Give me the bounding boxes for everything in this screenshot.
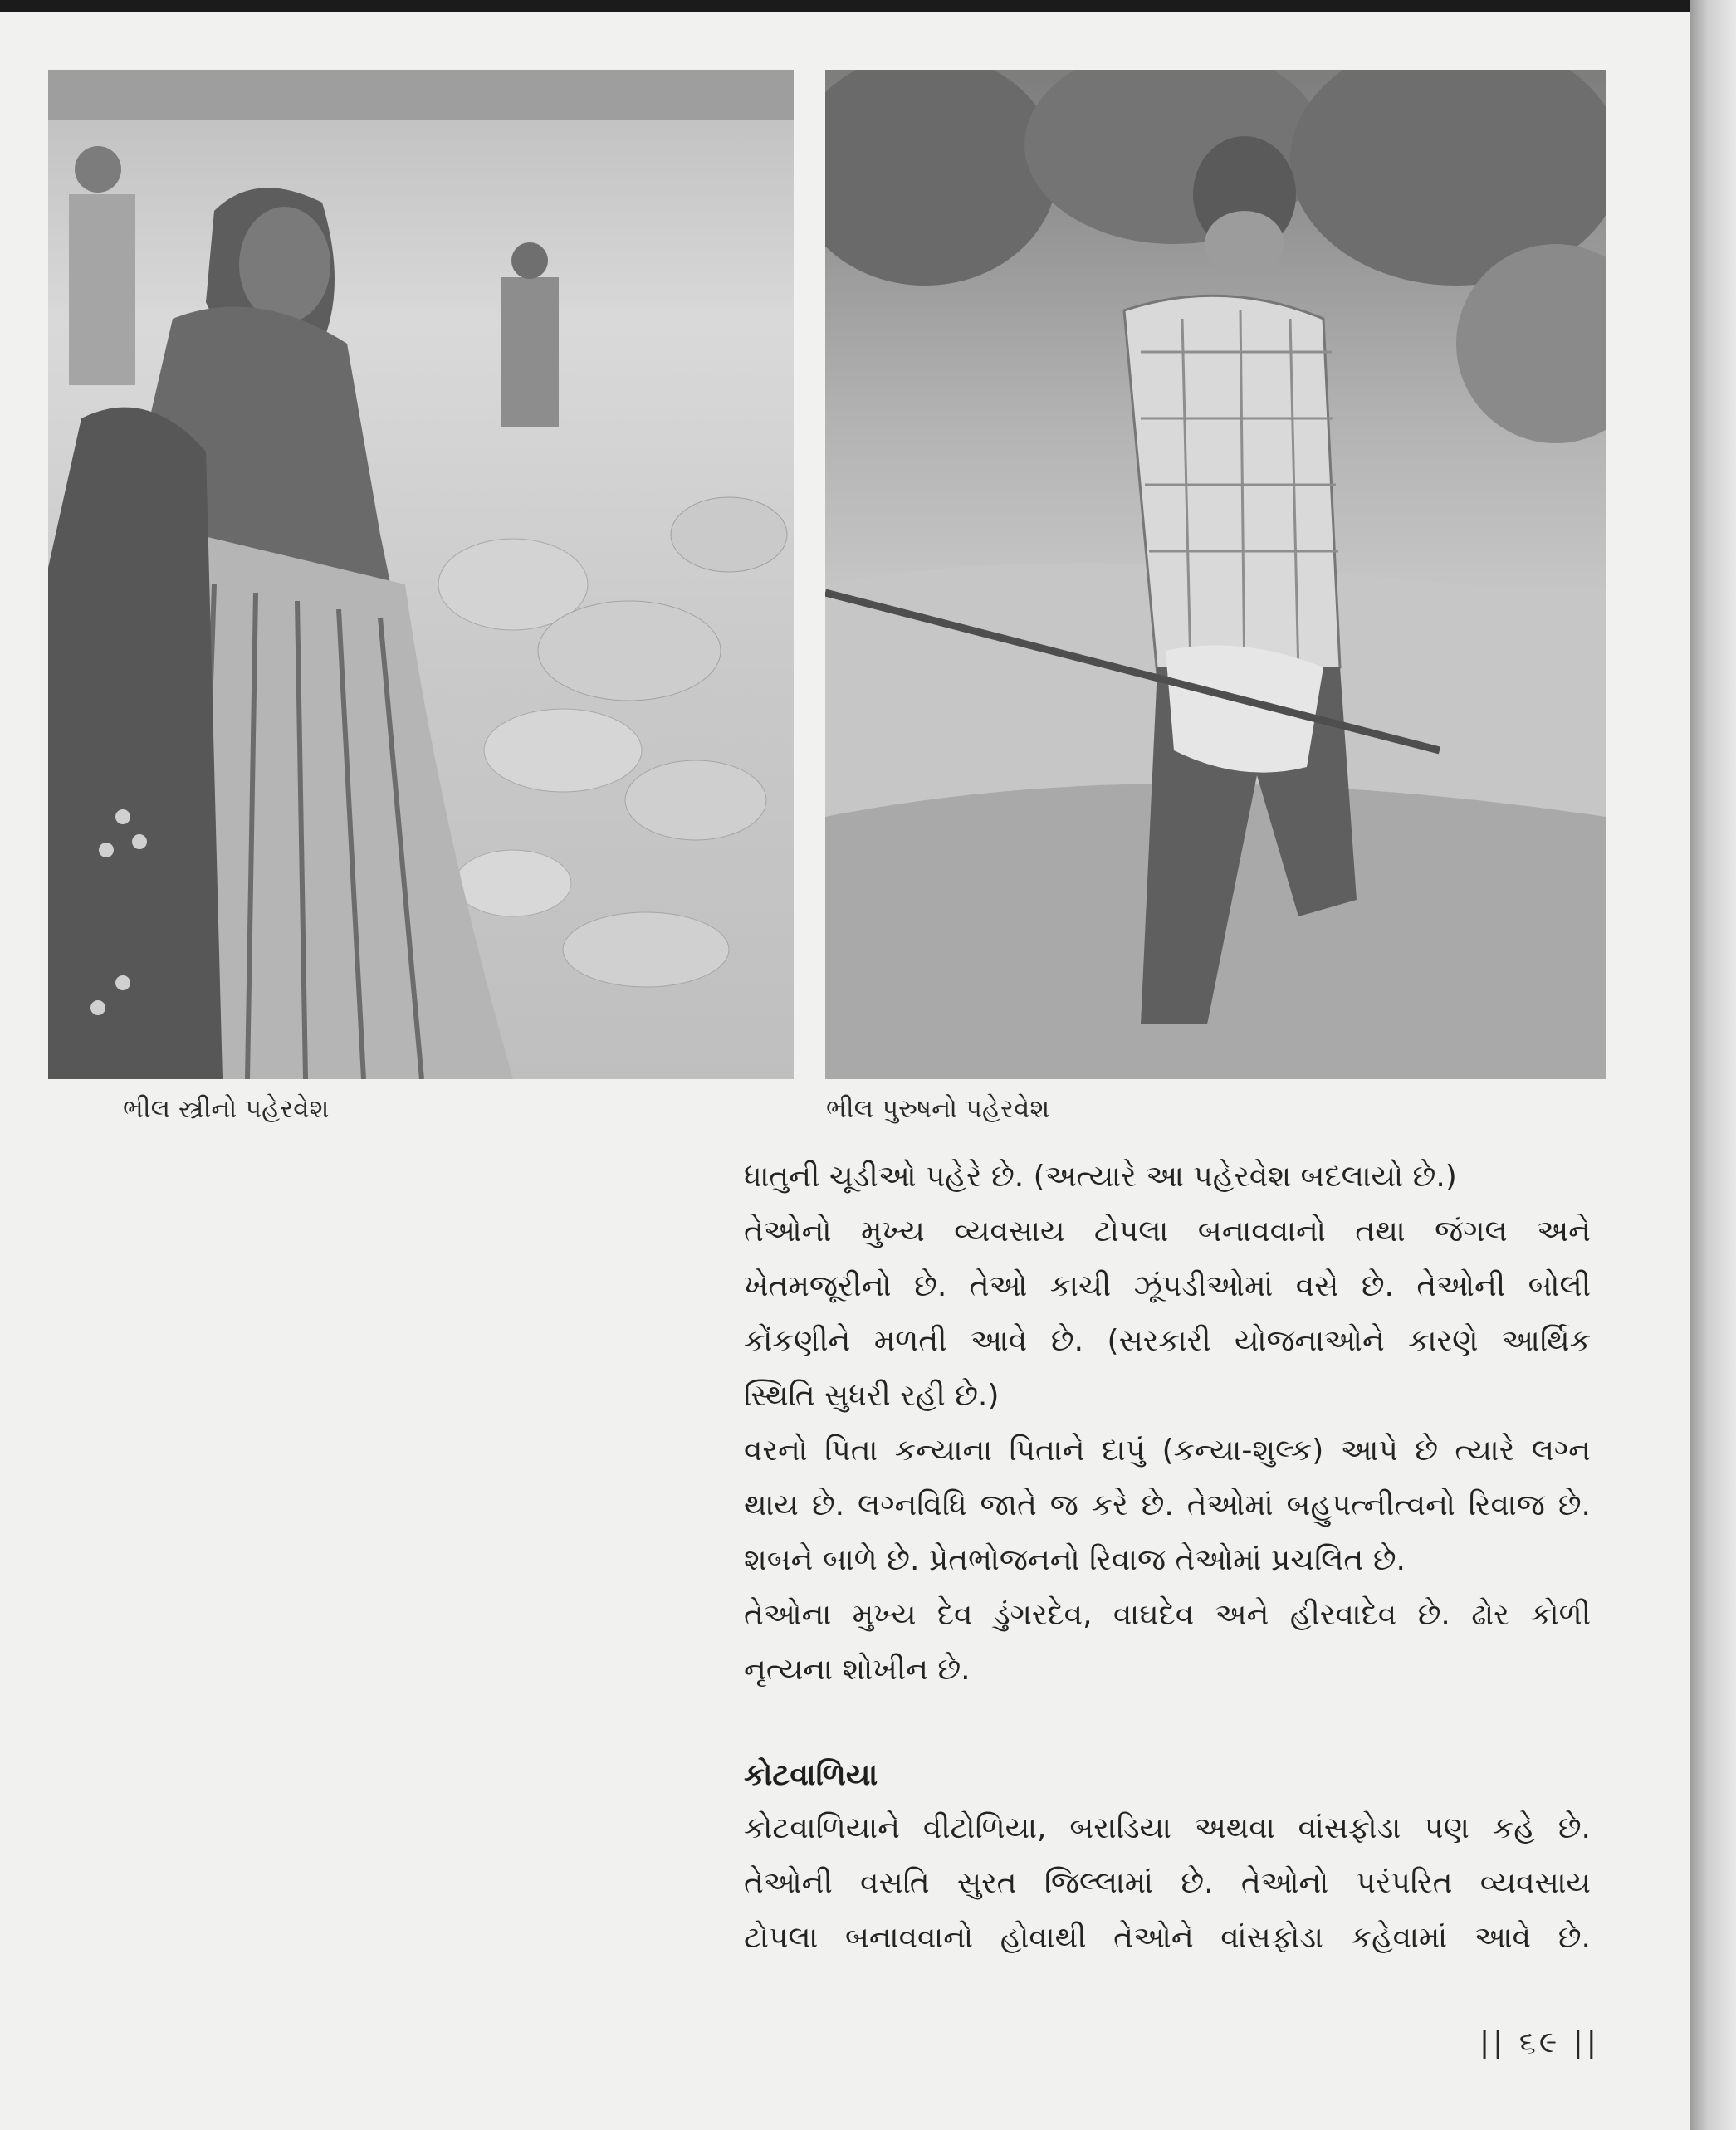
paragraph [744, 1588, 1591, 1698]
text-line: તેઓની વસતિ સુરત જિલ્લામાં છે. તેઓનો પરંપરિત વ્યવસાય [744, 1866, 1591, 1900]
section-heading: કોટવાળિયા [744, 1758, 878, 1792]
paragraph [744, 1424, 1591, 1588]
caption-man: ભીલ પુરુષનો પહેરવેશ [826, 1094, 1050, 1124]
paragraph [744, 1150, 1591, 1204]
caption-woman: ભીલ સ્ત્રીનો પહેરવેશ [123, 1094, 330, 1124]
photo-bhil-man [825, 70, 1606, 1079]
paragraph [744, 1801, 1591, 1966]
text-line: કોંકણીને મળતી આવે છે. (સરકારી યોજનાઓને કારણે આર્થિક [744, 1324, 1591, 1358]
photo-bhil-woman [48, 70, 794, 1079]
text-line: ધાતુની ચૂડીઓ પહેરે છે. (અત્યારે આ પહેરવેશ બદલાયો છે.) [744, 1160, 1457, 1194]
text-line: સ્થિતિ સુધરી રહી છે.) [744, 1379, 1000, 1413]
top-edge-shadow [0, 0, 1690, 12]
text-line: તેઓનો મુખ્ય વ્યવસાય ટોપલા બનાવવાનો તથા જંગલ અને [744, 1214, 1591, 1248]
text-line: વરનો પિતા કન્યાના પિતાને દાપું (કન્યા-શુલ્ક) આપે છે ત્યારે લગ્ન [744, 1434, 1591, 1468]
page-edge-shadow [1690, 0, 1736, 2130]
paragraph [744, 1204, 1591, 1424]
page-number: || ૬૯ || [1479, 2025, 1600, 2059]
text-line: થાય છે. લગ્નવિધિ જાતે જ કરે છે. તેઓમાં બહુપત્નીત્વનો રિવાજ છે. [744, 1488, 1591, 1522]
text-line: નૃત્યના શોખીન છે. [744, 1653, 971, 1687]
text-line: કોટવાળિયાને વીટોળિયા, બરાડિયા અથવા વાંસફોડા પણ કહે છે. [744, 1811, 1591, 1845]
section-text [744, 1801, 1591, 1966]
text-line: ખેતમજૂરીનો છે. તેઓ કાચી ઝૂંપડીઓમાં વસે છે. તેઓની બોલી [744, 1269, 1591, 1303]
body-text [744, 1150, 1591, 1698]
text-line: તેઓના મુખ્ય દેવ ડુંગરદેવ, વાઘદેવ અને હીરવાદેવ છે. ઢોર કોળી [744, 1598, 1591, 1632]
text-line: ટોપલા બનાવવાનો હોવાથી તેઓને વાંસફોડા કહેવામાં આવે છે. [744, 1921, 1591, 1955]
text-line: શબને બાળે છે. પ્રેતભોજનનો રિવાજ તેઓમાં પ્રચલિત છે. [744, 1543, 1406, 1577]
